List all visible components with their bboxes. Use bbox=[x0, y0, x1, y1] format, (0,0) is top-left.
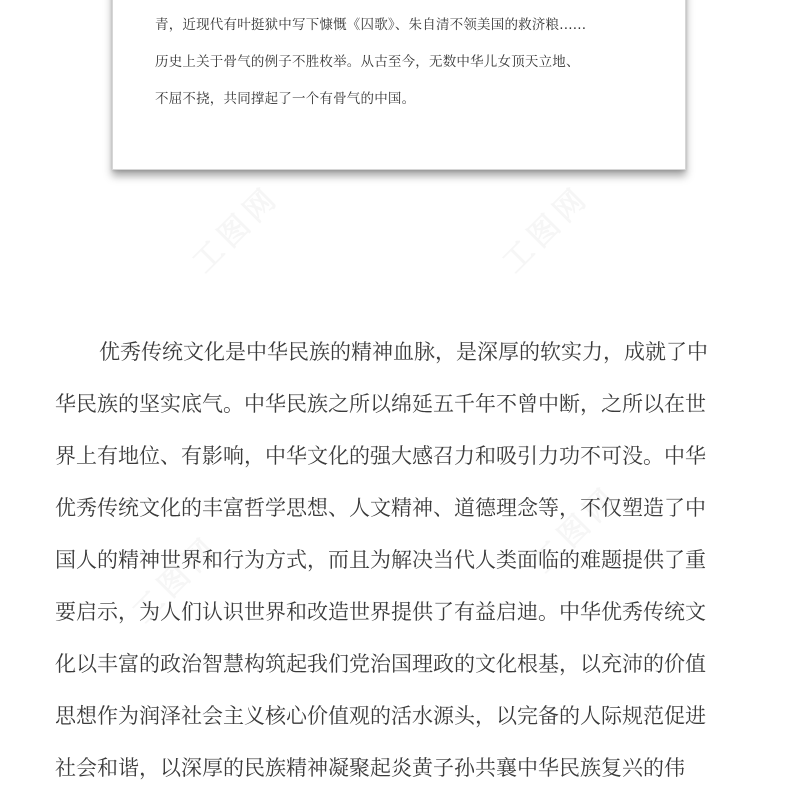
article-line: 社会和谐，以深厚的民族精神凝聚起炎黄子孙共襄中华民族复兴的伟 bbox=[55, 756, 685, 780]
article-line: 要启示，为人们认识世界和改造世界提供了有益启迪。中华优秀传统文 bbox=[55, 600, 706, 624]
watermark bbox=[180, 173, 287, 280]
quote-line: 历史上关于骨气的例子不胜枚举。从古至今，无数中华儿女顶天立地、 bbox=[155, 54, 580, 70]
article-line: 华民族的坚实底气。中华民族之所以绵延五千年不曾中断，之所以在世 bbox=[55, 392, 706, 416]
article-line: 国人的精神世界和行为方式，而且为解决当代人类面临的难题提供了重 bbox=[55, 548, 706, 572]
quote-card bbox=[112, 0, 686, 170]
article-line: 界上有地位、有影响，中华文化的强大感召力和吸引力功不可没。中华 bbox=[55, 444, 706, 468]
article-body bbox=[55, 326, 747, 794]
quote-line: 不屈不挠，共同撑起了一个有骨气的中国。 bbox=[155, 91, 416, 107]
watermark bbox=[490, 173, 597, 280]
article-line: 化以丰富的政治智慧构筑起我们党治国理政的文化根基，以充沛的价值 bbox=[55, 652, 706, 676]
article-line: 思想作为润泽社会主义核心价值观的活水源头，以完备的人际规范促进 bbox=[55, 704, 706, 728]
article-line: 优秀传统文化的丰富哲学思想、人文精神、道德理念等，不仅塑造了中 bbox=[55, 496, 706, 520]
quote-line: 青，近现代有叶挺狱中写下慷慨《囚歌》、朱自清不领美国的救济粮...... bbox=[155, 17, 587, 33]
article-line: 优秀传统文化是中华民族的精神血脉，是深厚的软实力，成就了中 bbox=[99, 340, 708, 364]
